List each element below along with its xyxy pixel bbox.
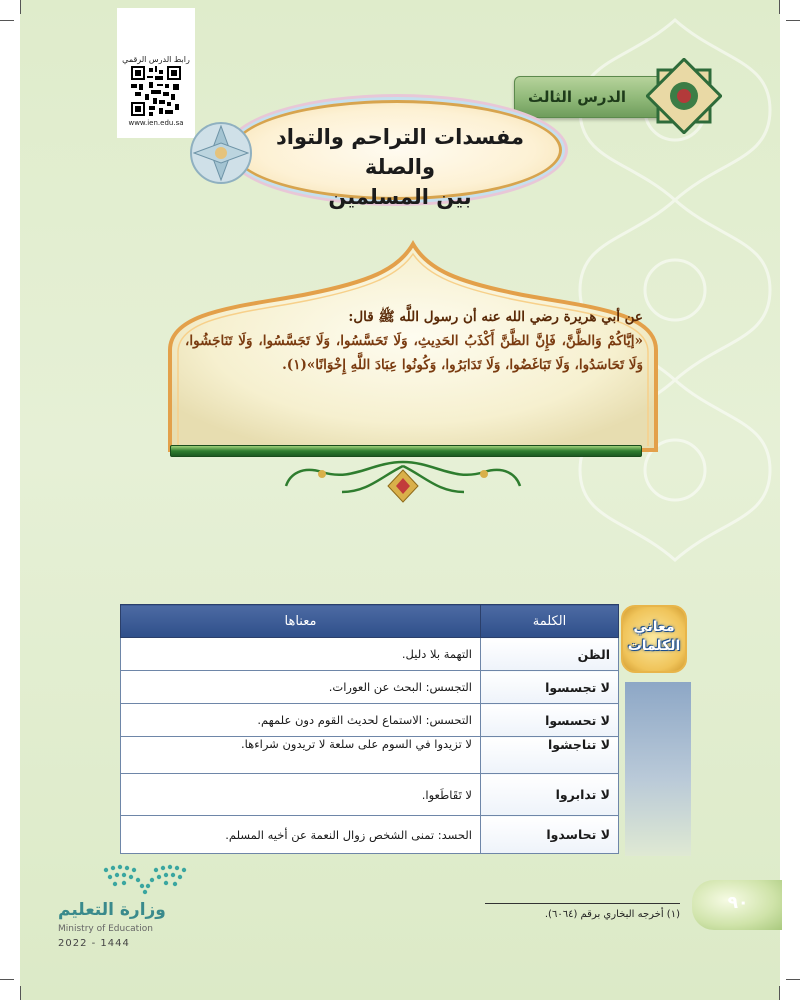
- crop-mark: [0, 20, 14, 21]
- hadith-text: [185, 305, 643, 377]
- vocab-badge-line-2: الكلمات: [627, 638, 681, 654]
- floral-ornament-icon: [282, 452, 524, 512]
- vocab-meaning: لا تَقَاطَعوا.: [121, 774, 481, 816]
- crop-mark: [786, 20, 800, 21]
- hadith-body: «إيَّاكُمْ وَالظَّنَّ، فَإِنَّ الظَّنَّ أَكْذَبُ الحَدِيثِ، وَلَا تَحَسَّسُوا، وَلَا تَجَسَّسُوا، وَلَا تَنَاجَشُوا، وَلَا تَحَاسَدُوا، وَلَا تَبَاغَضُوا، وَلَا تَدَابَرُوا، وَكُونُوا عِبَادَ اللَّهِ إِخْوَانًا»(١).: [185, 333, 643, 373]
- page-number: ٩٠: [727, 893, 749, 913]
- vocab-word: لا تجسسوا: [481, 671, 619, 704]
- header-word: الكلمة: [481, 605, 619, 638]
- vocab-meaning: التهمة بلا دليل.: [121, 638, 481, 671]
- vocab-meaning: الحسد: تمنى الشخص زوال النعمة عن أخيه المسلم.: [121, 816, 481, 854]
- vocab-table: [120, 604, 619, 854]
- qr-url[interactable]: www.ien.edu.sa: [128, 119, 184, 127]
- ministry-name-arabic: وزارة التعليم: [58, 900, 166, 920]
- title-line-1: مفسدات التراحم والتواد والصلة: [276, 125, 524, 179]
- ministry-year: 2022 - 1444: [58, 938, 130, 949]
- vocab-side-strip: [625, 682, 691, 856]
- qr-code-panel[interactable]: [117, 8, 195, 138]
- vocab-meaning: لا تزيدوا في السوم على سلعة لا تريدون شراءها.: [121, 737, 481, 774]
- title-line-2: بين المسلمين: [328, 185, 472, 209]
- vocab-word: لا تدابروا: [481, 774, 619, 816]
- footnote: (١) أخرجه البخاري برقم (٦٠٦٤).: [544, 909, 680, 920]
- footnote-divider: [485, 903, 680, 904]
- crop-mark: [20, 0, 21, 14]
- lesson-emblem-icon: [646, 58, 722, 134]
- crop-mark: [0, 979, 14, 980]
- crop-mark: [20, 986, 21, 1000]
- lesson-label: الدرس الثالث: [527, 88, 627, 106]
- vocab-badge-line-1: معاني: [633, 619, 675, 635]
- vocab-word: لا تحسسوا: [481, 704, 619, 737]
- vocab-word: لا تناجشوا: [481, 737, 619, 774]
- table-row: [121, 704, 619, 737]
- vocab-word: الظن: [481, 638, 619, 671]
- table-row: [121, 774, 619, 816]
- table-row: [121, 816, 619, 854]
- lesson-title: [250, 122, 550, 212]
- vocab-badge-label: [621, 618, 687, 656]
- vocab-meaning: التجسس: البحث عن العورات.: [121, 671, 481, 704]
- ministry-name-english: Ministry of Education: [58, 924, 153, 934]
- table-row: [121, 638, 619, 671]
- title-ornament-icon: [186, 118, 256, 188]
- crop-mark: [779, 986, 780, 1000]
- vocab-meaning: التحسس: الاستماع لحديث القوم دون علمهم.: [121, 704, 481, 737]
- vocab-header-row: [121, 605, 619, 638]
- hadith-intro: عن أبي هريرة رضي الله عنه أن رسول اللَّه ﷺ قال:: [348, 309, 643, 325]
- header-meaning: معناها: [121, 605, 481, 638]
- table-row: [121, 737, 619, 774]
- qr-code-icon[interactable]: [131, 66, 181, 116]
- crop-mark: [786, 979, 800, 980]
- table-row: [121, 671, 619, 704]
- ministry-logo-icon: [100, 862, 190, 900]
- qr-caption: رابط الدرس الرقمي: [122, 55, 190, 64]
- vocab-word: لا تحاسدوا: [481, 816, 619, 854]
